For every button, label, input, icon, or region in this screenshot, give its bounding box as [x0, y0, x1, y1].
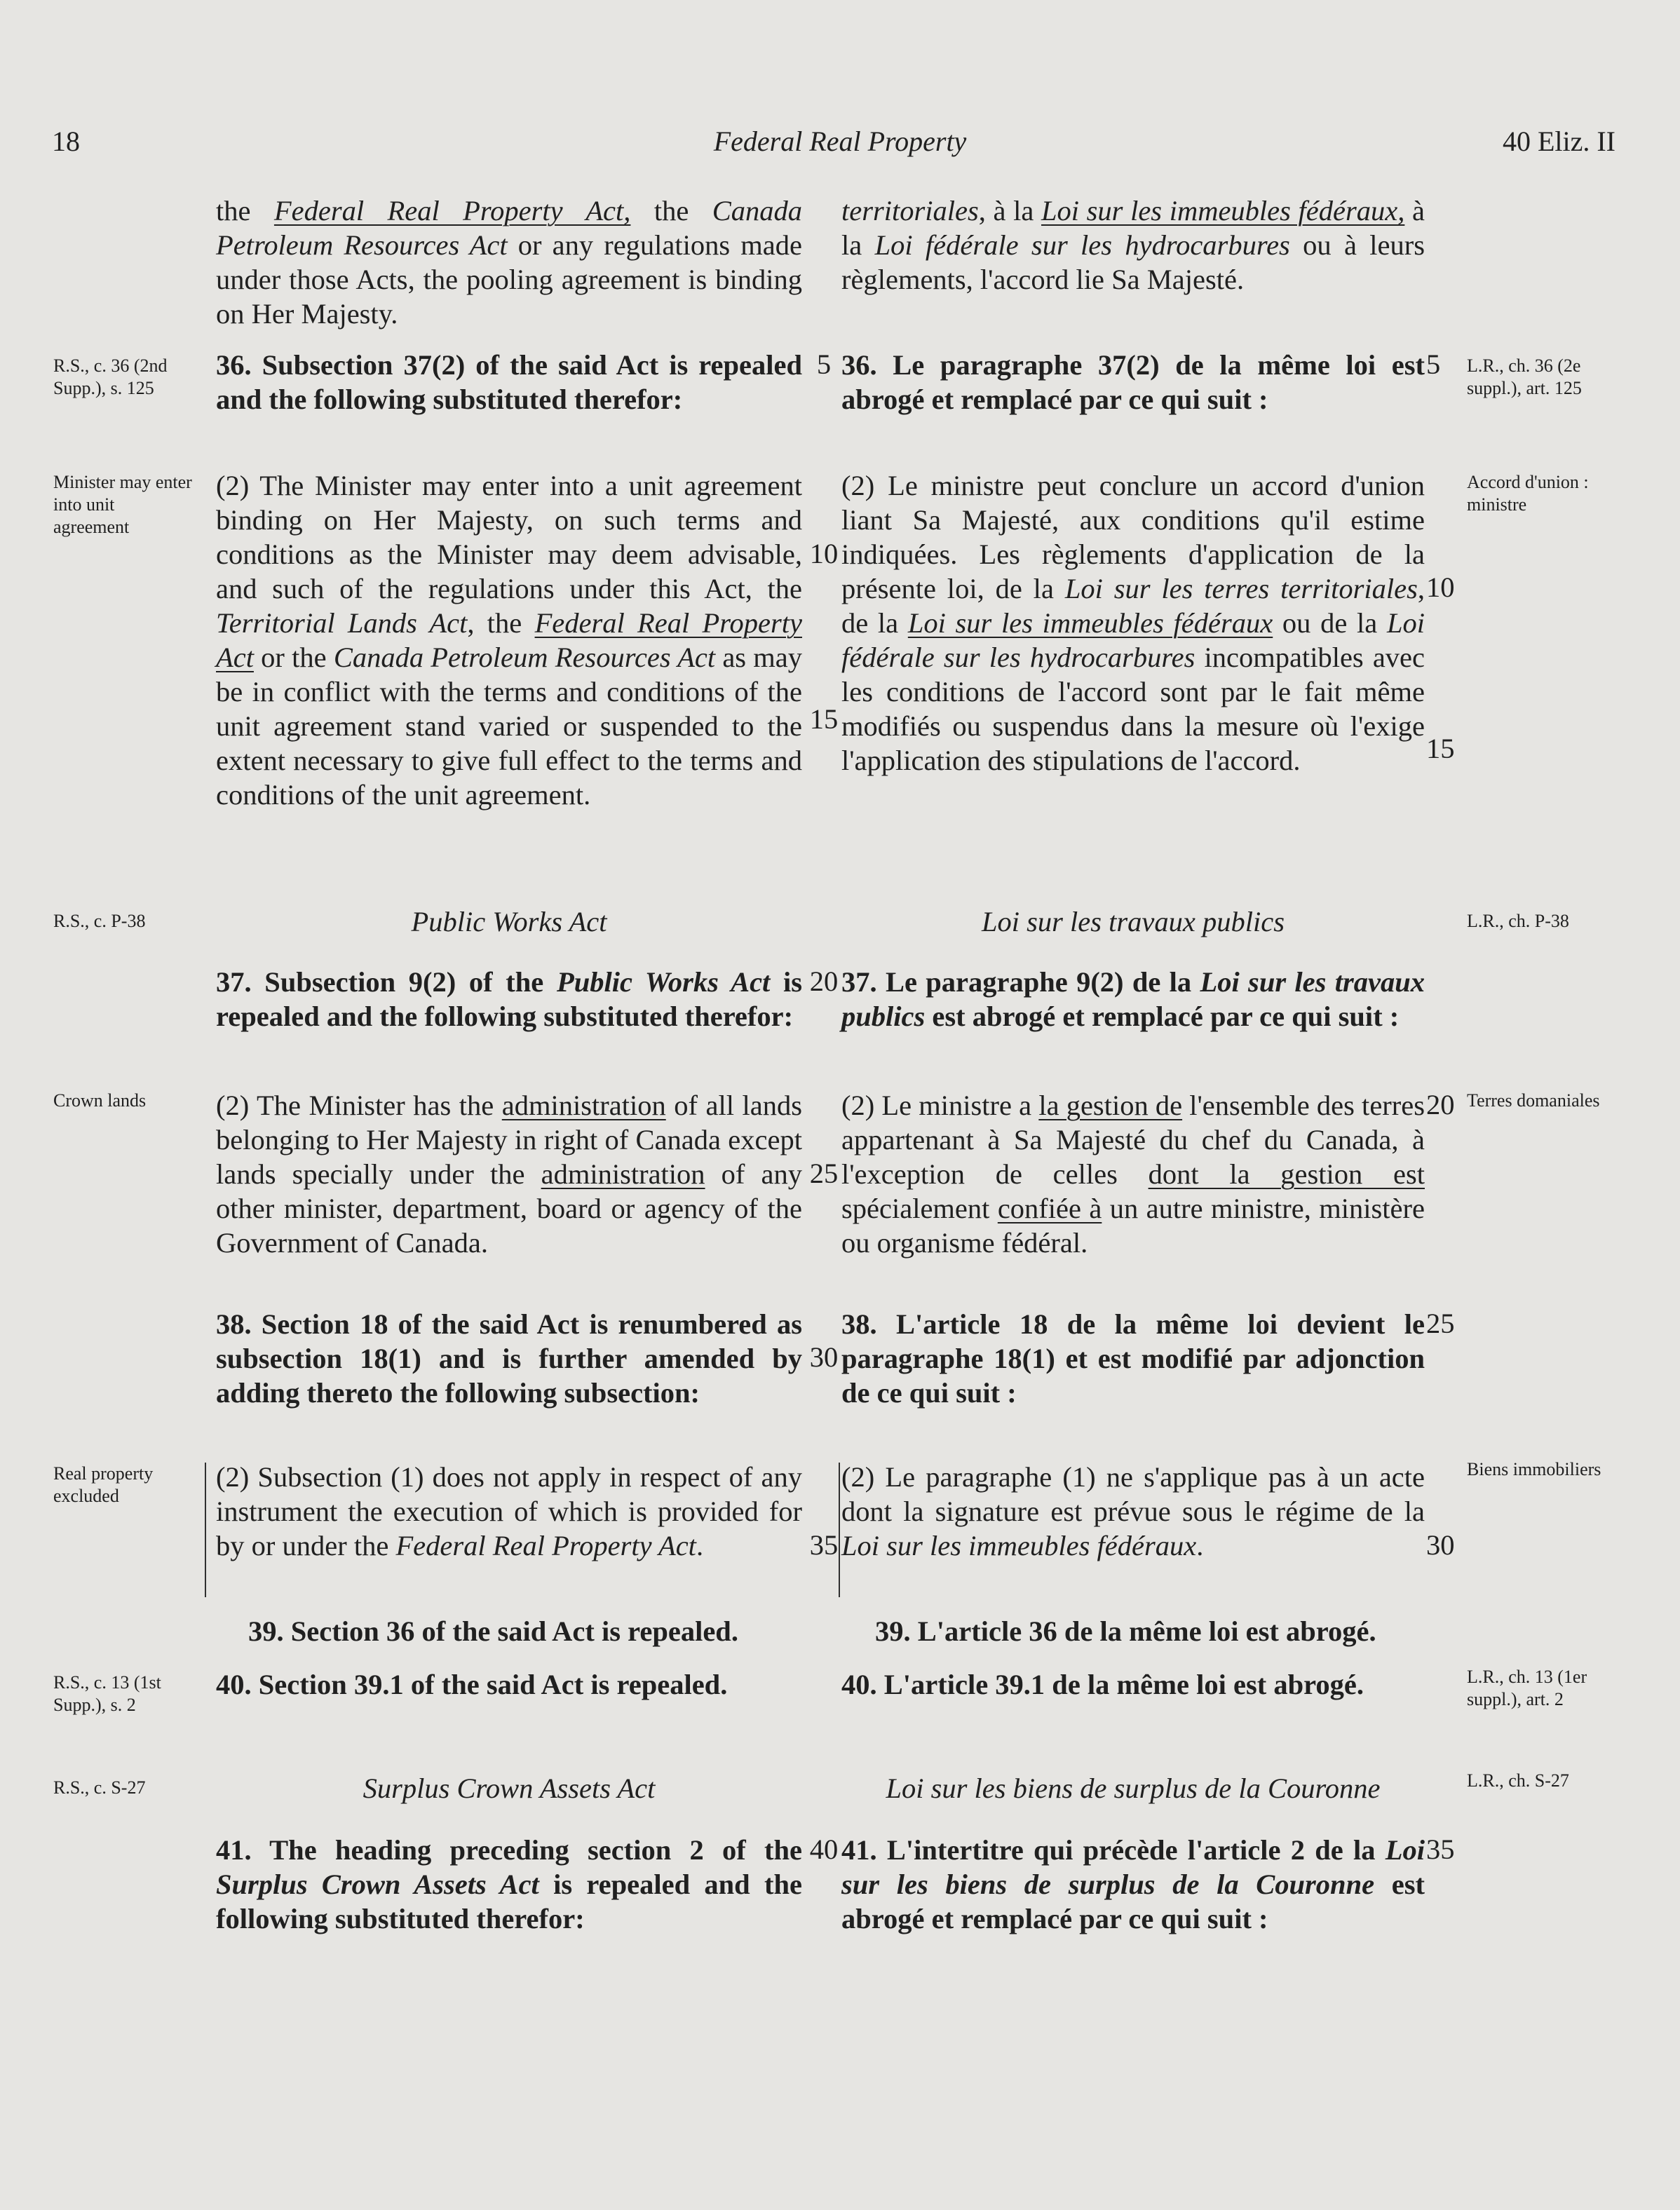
en-section-38-text: (2) Subsection (1) does not apply in respect of any instrument the execution of which is provided for by or under the Federal Real Property Act.: [216, 1461, 802, 1561]
fr-section-36-text: (2) Le ministre peut conclure un accord d'union liant Sa Majesté, aux conditions qu'il estime indiquées. Les règlements d'application de la présente loi, de la Loi sur les terres territoriales, de la Loi sur les immeubles fédéraux ou de la Loi fédérale sur les hydrocarbures incompatibles avec les conditions de l'accord sont par le fait même modifiés ou suspendus dans la mesure où l'exige l'application des stipulations de l'accord.: [841, 470, 1425, 776]
fr-act-name: Loi sur les immeubles fédéraux,: [1041, 195, 1405, 226]
en-section-36-heading: 36. Subsection 37(2) of the said Act is repealed and the following substituted therefor:: [216, 349, 802, 415]
line-number: 5: [816, 348, 832, 380]
en-section-40: 40. Section 39.1 of the said Act is repealed.: [216, 1669, 728, 1700]
en-heading-public-works: Public Works Act: [411, 906, 607, 937]
margin-note-s40-fr: L.R., ch. 13 (1er suppl.), art. 2: [1467, 1667, 1587, 1709]
en-carryover-paragraph: the Federal Real Property Act, the Canada Petroleum Resources Act or any regulations made under those Acts, the pooling agreement is binding on Her Majesty.: [216, 195, 803, 330]
margin-note-public-works-fr: L.R., ch. P-38: [1467, 911, 1569, 931]
line-number: 10: [1426, 571, 1455, 603]
en-section-37-text: (2) The Minister has the administration of all lands belonging to Her Majesty in right of Canada except lands specially under the administration of any other minister, department, board or agency of the Government of Canada.: [216, 1090, 803, 1259]
fr-section-38-heading: 38. L'article 18 de la même loi devient le paragraphe 18(1) et est modifié par adjonction de ce qui suit :: [841, 1308, 1425, 1409]
running-title: Federal Real Property: [713, 126, 967, 157]
margin-note-surplus-en: R.S., c. S-27: [53, 1777, 146, 1798]
line-number: 30: [809, 1341, 839, 1373]
fr-section-39: 39. L'article 36 de la même loi est abrogé.: [875, 1615, 1376, 1647]
margin-note-s36-en: R.S., c. 36 (2nd Supp.), s. 125: [53, 355, 168, 398]
margin-note-s40-en: R.S., c. 13 (1st Supp.), s. 2: [53, 1672, 161, 1715]
fr-section-37-heading: 37. Le paragraphe 9(2) de la Loi sur les travaux publics est abrogé et remplacé par ce qui suit :: [841, 966, 1425, 1032]
fr-section-40: 40. L'article 39.1 de la même loi est abrogé.: [841, 1669, 1364, 1700]
en-section-36-text: (2) The Minister may enter into a unit agreement binding on Her Majesty, on such terms and conditions as the Minister may deem advisable, and such of the regulations under this Act, the Territorial Lands Act, the Federal Real Property Act or the Canada Petroleum Resources Act as may be in conflict with the terms and conditions of the unit agreement stand varied or suspended to the extent necessary to give full effect to the terms and conditions of the unit agreement.: [216, 470, 802, 811]
fr-section-38-text: (2) Le paragraphe (1) ne s'applique pas à un acte dont la signature est prévue sous le régime de la Loi sur les immeubles fédéraux.: [841, 1461, 1425, 1561]
fr-carryover-paragraph: territoriales, à la Loi sur les immeubles fédéraux, à la Loi fédérale sur les hydrocarbures ou à leurs règlements, l'accord lie Sa Majesté.: [841, 195, 1425, 295]
en-section-41-heading: 41. The heading preceding section 2 of the Surplus Crown Assets Act is repealed and the following substituted therefor:: [216, 1834, 802, 1934]
line-number: 20: [809, 965, 839, 997]
line-number: 25: [1426, 1308, 1455, 1339]
page-number: 18: [52, 126, 80, 157]
margin-note-excluded-en: Real property excluded: [53, 1463, 154, 1506]
line-number: 35: [1426, 1833, 1455, 1865]
amendment-bar: [205, 1463, 206, 1597]
fr-heading-public-works: Loi sur les travaux publics: [982, 906, 1285, 937]
margin-note-surplus-fr: L.R., ch. S-27: [1467, 1770, 1569, 1791]
line-number: 40: [809, 1833, 839, 1865]
line-number: 20: [1426, 1089, 1455, 1120]
en-heading-surplus-crown-assets: Surplus Crown Assets Act: [363, 1772, 656, 1804]
line-number: 10: [809, 538, 839, 569]
margin-note-excluded-fr: Biens immobiliers: [1467, 1459, 1601, 1479]
en-act-name: Federal Real Property Act,: [273, 195, 631, 226]
line-number: 25: [809, 1158, 839, 1189]
margin-note-s36-fr: L.R., ch. 36 (2e suppl.), art. 125: [1467, 355, 1582, 398]
fr-act-name: Loi fédérale sur les hydrocarbures: [874, 229, 1290, 261]
fr-heading-surplus-crown-assets: Loi sur les biens de surplus de la Couronne: [886, 1772, 1381, 1804]
margin-note-crown-lands-fr: Terres domaniales: [1467, 1090, 1600, 1111]
fr-section-36-heading: 36. Le paragraphe 37(2) de la même loi est abrogé et remplacé par ce qui suit :: [841, 349, 1425, 415]
line-number: 5: [1426, 348, 1441, 380]
margin-note-unit-agreement-fr: Accord d'union : ministre: [1467, 472, 1589, 515]
en-section-37-heading: 37. Subsection 9(2) of the Public Works Act is repealed and the following substituted therefor:: [216, 966, 802, 1032]
fr-section-41-heading: 41. L'intertitre qui précède l'article 2 de la Loi sur les biens de surplus de la Couronne est abrogé et remplacé par ce qui suit :: [841, 1834, 1425, 1934]
amendment-bar: [839, 1463, 840, 1597]
en-section-38-heading: 38. Section 18 of the said Act is renumbered as subsection 18(1) and is further amended by adding thereto the following subsection:: [216, 1308, 802, 1409]
margin-note-unit-agreement-en: Minister may enter into unit agreement: [53, 472, 192, 537]
line-number: 15: [1426, 733, 1455, 764]
line-number: 30: [1426, 1529, 1455, 1561]
margin-note-public-works-en: R.S., c. P-38: [53, 911, 146, 931]
en-act-name: Canada Petroleum Resources Act: [216, 195, 803, 261]
regnal-year: 40 Eliz. II: [1502, 126, 1615, 157]
fr-section-37-text: (2) Le ministre a la gestion de l'ensemble des terres appartenant à Sa Majesté du chef du Canada, à l'exception de celles dont la gestion est spécialement confiée à un autre ministre, ministère ou organisme fédéral.: [841, 1090, 1425, 1259]
en-section-39: 39. Section 36 of the said Act is repealed.: [248, 1615, 738, 1647]
line-number: 15: [809, 703, 839, 735]
line-number: 35: [809, 1529, 839, 1561]
margin-note-crown-lands-en: Crown lands: [53, 1090, 147, 1111]
